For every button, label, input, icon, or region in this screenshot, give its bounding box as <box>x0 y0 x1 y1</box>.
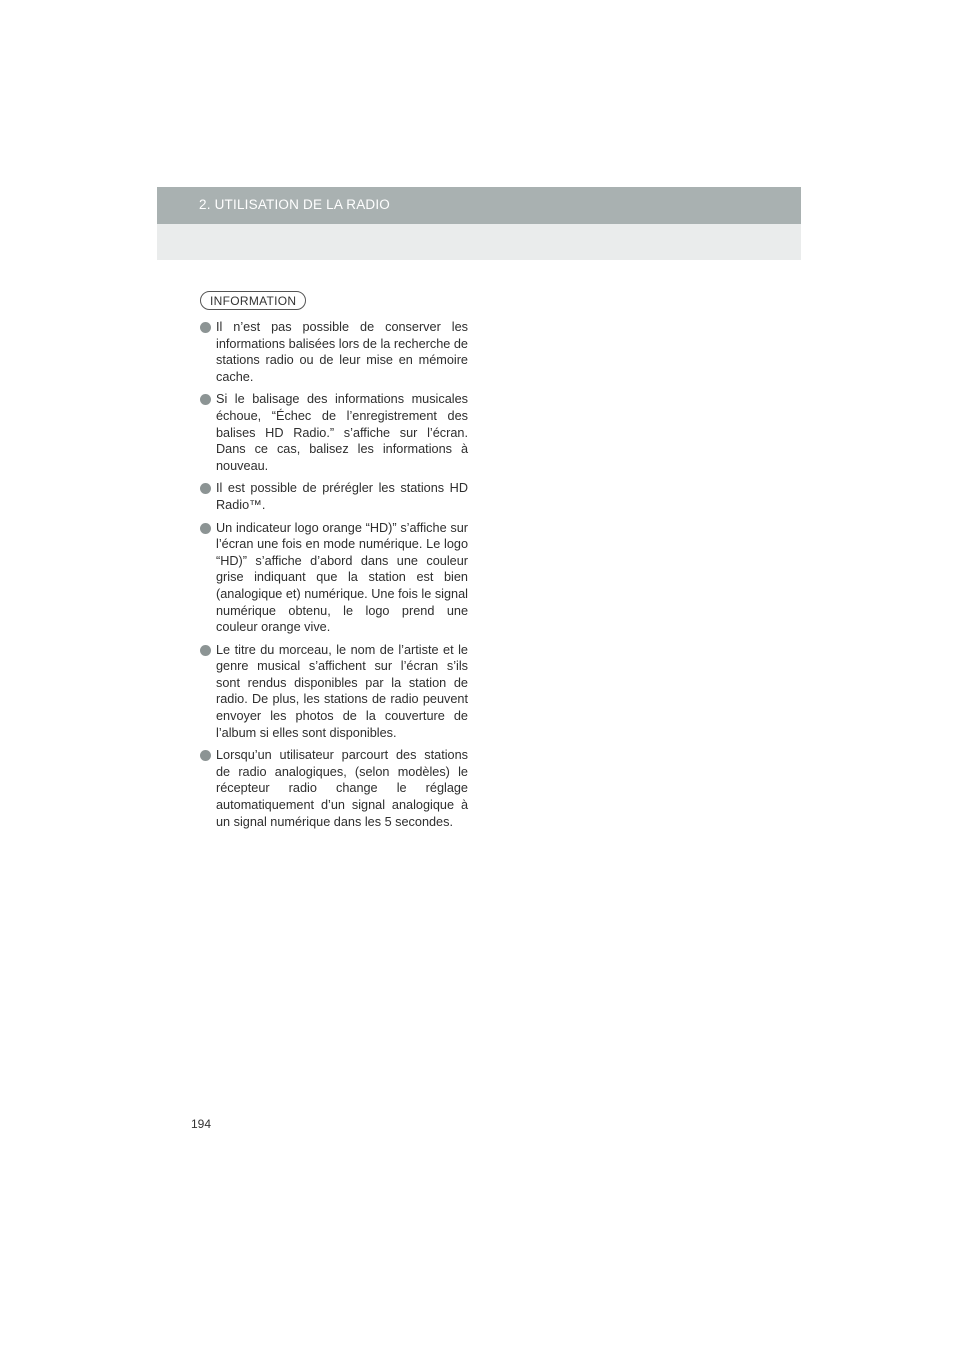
list-item <box>200 480 468 513</box>
list-item-text: Il est possible de prérégler les stations HD Radio™. <box>216 481 468 512</box>
list-item <box>200 520 468 636</box>
page-number: 194 <box>191 1117 212 1131</box>
list-item <box>200 747 468 830</box>
section-title: 2. UTILISATION DE LA RADIO <box>199 197 390 212</box>
bullet-dot-icon <box>200 750 211 761</box>
list-item <box>200 642 468 742</box>
bullet-dot-icon <box>200 645 211 656</box>
bullet-dot-icon <box>200 394 211 405</box>
list-item-text: Le titre du morceau, le nom de l’artiste et le genre musical s’affichent sur l’écran s’ils sont rendus disponibles par la station de radio. De plus, les stations de radio peuvent envoyer les photos de la couverture de l’album si elles sont disponibles. <box>216 642 468 740</box>
information-box <box>200 291 468 836</box>
bullet-dot-icon <box>200 523 211 534</box>
list-item-text: Un indicateur logo orange “HD)” s’affiche sur l’écran une fois en mode numérique. Le logo “HD)” s’affiche d’abord dans une couleur grise indiquant que la station est bien (analogique et) numérique. Une fois le signal numérique obtenu, le logo prend une couleur orange vive. <box>216 520 468 635</box>
bullet-dot-icon <box>200 322 211 333</box>
section-header <box>157 187 801 260</box>
section-header-band <box>157 187 801 224</box>
list-item-text: Il n’est pas possible de conserver les informations balisées lors de la recherche de stations radio ou de leur mise en mémoire cache. <box>216 320 468 384</box>
information-list <box>200 319 468 830</box>
list-item <box>200 391 468 474</box>
list-item-text: Si le balisage des informations musicales échoue, “Échec de l’enregistrement des balises HD Radio.” s’affiche sur l’écran. Dans ce cas, balisez les informations à nouveau. <box>216 392 468 473</box>
bullet-dot-icon <box>200 483 211 494</box>
list-item <box>200 319 468 385</box>
list-item-text: Lorsqu’un utilisateur parcourt des stations de radio analogiques, (selon modèles) le récepteur radio change le réglage automatiquement d’un signal analogique à un signal numérique dans les 5 secondes. <box>216 748 468 829</box>
information-label: INFORMATION <box>200 291 306 310</box>
